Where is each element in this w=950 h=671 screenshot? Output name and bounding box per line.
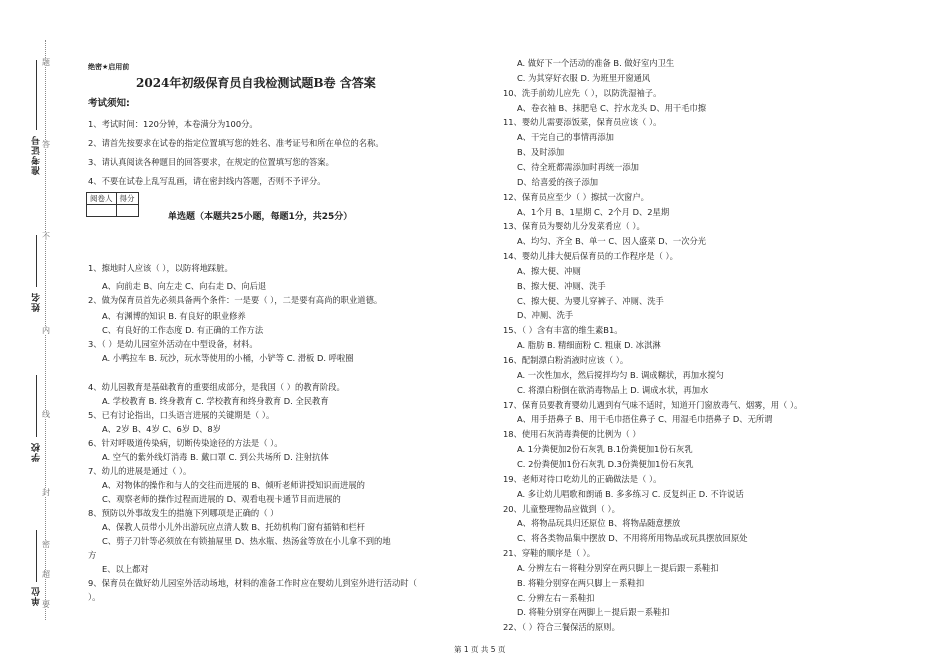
question-line: B、擦大便、冲厕、洗手 — [517, 281, 606, 291]
question-line: A、对物体的操作和与人的交往而进展的 B、倾听老师讲授知识而进展的 — [102, 480, 365, 490]
question-line: A、将物品玩具归还原位 B、将物品随意摆放 — [517, 518, 681, 528]
question-line: 6、针对呼吸道传染病，切断传染途径的方法是（ ）。 — [88, 438, 283, 448]
question-line: B. 将鞋分别穿在两只脚上－系鞋扣 — [517, 578, 645, 588]
question-line: C. 为其穿好衣服 D. 为班里开窗通风 — [517, 73, 651, 83]
question-line: A、有渊博的知识 B. 有良好的职业修养 — [102, 311, 246, 321]
question-line: 22、（ ）符合三餐保活的原则。 — [503, 622, 620, 632]
question-line: 8、预防以外事故发生的措施下列哪项是正确的（ ） — [88, 508, 279, 518]
label-school: 学校 — [32, 442, 42, 462]
question-line: A、1个月 B、1星期 C、2个月 D、2星期 — [517, 207, 670, 217]
label-name: 姓名 — [32, 292, 42, 312]
question-line: 方 — [88, 550, 97, 560]
question-line: 5、已有讨论指出，口头语言进展的关键期是（ ）。 — [88, 410, 275, 420]
question-line: A. 做好下一个活动的准备 B. 做好室内卫生 — [517, 58, 675, 68]
question-line: 2、做为保育员首先必须具备两个条件：一是要（ ），二是要有高尚的职业道德。 — [88, 295, 383, 305]
question-line: 17、保育员要教育婴幼儿遇到有气味不适时，知道开门窗放毒气、烟雾，用（ ）。 — [503, 400, 803, 410]
question-line: 18、使用石灰消毒粪便的比例为（ ） — [503, 429, 641, 439]
question-line: 12、保育员应至少（ ）擦拭一次窗户。 — [503, 192, 649, 202]
question-line: A. 一次性加水，然后搅拌均匀 B. 调成糊状，再加水搅匀 — [517, 370, 724, 380]
question-line: 10、洗手前幼儿应先（ ），以防洗湿袖子。 — [503, 88, 662, 98]
label-unit: 单位 — [32, 586, 42, 606]
score-header: 得分 — [116, 193, 138, 205]
notice-item: 4、不要在试卷上乱写乱画，请在密封线内答题，否则不予评分。 — [88, 176, 326, 186]
notice-item: 2、请首先按要求在试卷的指定位置填写您的姓名、准考证号和所在单位的名称。 — [88, 138, 384, 148]
question-line: A、向前走 B、向左走 C、向右走 D、向后退 — [102, 281, 267, 291]
question-line: 3、（ ）是幼儿园室外活动在中型设备，材料。 — [88, 339, 258, 349]
question-line: C、擦大便、为婴儿穿裤子、冲厕、洗手 — [517, 296, 664, 306]
seal-char: 内 — [42, 326, 50, 335]
question-line: D. 将鞋分别穿在两脚上－提后跟－系鞋扣 — [517, 607, 670, 617]
notice-item: 1、考试时间：120分钟，本卷满分为100分。 — [88, 119, 258, 129]
seal-char: 不 — [42, 232, 50, 241]
name-line — [36, 235, 37, 287]
question-line: 4、幼儿园教育是基础教育的重要组成部分，是我国（ ）的教育阶段。 — [88, 382, 345, 392]
score-cell — [116, 205, 138, 217]
question-line: 9、保育员在做好幼儿园室外活动场地，材料的准备工作时应在婴幼儿到室外进行活动时（ — [88, 578, 417, 588]
question-line: C. 将漂白粉倒在欲消毒物品上 D. 调成水状，再加水 — [517, 385, 709, 395]
question-line: A、卷衣袖 B、抹肥皂 C、拧水龙头 D、用干毛巾擦 — [517, 103, 707, 113]
question-line: A、擦大便、冲厕 — [517, 266, 581, 276]
question-line: 15、（ ）含有丰富的维生素B1。 — [503, 325, 623, 335]
question-line: A. 分辨左右－将鞋分别穿在两只脚上－提后跟－系鞋扣 — [517, 563, 719, 573]
question-line: 19、老师对待口吃幼儿的正确做法是（ ）。 — [503, 474, 662, 484]
seal-char: 答 — [42, 140, 50, 149]
question-line: E、以上都对 — [102, 564, 149, 574]
question-line: 7、幼儿的进展是通过（ ）。 — [88, 466, 192, 476]
seal-char: 题 — [42, 58, 50, 67]
page-footer: 第 1 页 共 5 页 — [454, 645, 506, 654]
question-line: 13、保育员为婴幼儿分发菜肴应（ ）。 — [503, 221, 645, 231]
question-line: A. 空气的紫外线灯消毒 B. 戴口罩 C. 到公共场所 D. 注射抗体 — [102, 452, 329, 462]
seal-char: 密 — [42, 540, 50, 549]
question-line: 16、配制漂白粉消液时应该（ ）。 — [503, 355, 629, 365]
question-line: C、待全班都需添加时再统一添加 — [517, 162, 639, 172]
confidential-mark: 绝密★启用前 — [88, 63, 130, 71]
reviewer-header: 阅卷人 — [87, 193, 117, 205]
question-line: A、2岁 B、4岁 C、6岁 D、8岁 — [102, 424, 221, 434]
question-line: D、冲厕、洗手 — [517, 310, 574, 320]
question-line: 11、婴幼儿需要添饭菜，保育员应该（ ）。 — [503, 117, 662, 127]
question-line: A. 小鸭拉车 B. 玩沙，玩水等使用的小桶，小铲等 C. 滑板 D. 呼啦圈 — [102, 353, 354, 363]
school-line — [36, 375, 37, 437]
question-line: C、剪子刀针等必须放在有锁抽屉里 D、热水瓶、热汤盆等放在小儿拿不到的地 — [102, 536, 391, 546]
question-line: D、给喜爱的孩子添加 — [517, 177, 599, 187]
question-line: A、干完自己的事情再添加 — [517, 132, 614, 142]
seal-char: 超 — [42, 570, 50, 579]
question-line: ）。 — [88, 592, 101, 602]
seal-char: 线 — [42, 410, 50, 419]
question-line: C. 2份粪便加1份石灰乳 D.3份粪便加1份石灰乳 — [517, 459, 694, 469]
question-line: C、有良好的工作态度 D. 有正确的工作方法 — [102, 325, 264, 335]
question-line: C. 分辨左右－系鞋扣 — [517, 593, 595, 603]
question-line: A. 学校教育 B. 终身教育 C. 学校教育和终身教育 D. 全民教育 — [102, 396, 329, 406]
seal-char: 封 — [42, 488, 50, 497]
notice-item: 3、请认真阅读各种题目的回答要求，在规定的位置填写您的答案。 — [88, 157, 334, 167]
question-line: B、及时添加 — [517, 147, 565, 157]
question-line: C、将各类物品集中摆放 D、不用将所用物品或玩具摆放回原处 — [517, 533, 748, 543]
exam-title: 2024年初级保育员自我检测试题B卷 含答案 — [136, 76, 376, 90]
question-line: 20、儿童整理物品应做到（ ）。 — [503, 504, 620, 514]
unit-line — [36, 530, 37, 582]
question-line: 14、婴幼儿排大便后保育员的工作程序是（ ）。 — [503, 251, 678, 261]
score-table — [86, 192, 139, 217]
question-line: A、保教人员带小儿外出游玩应点清人数 B、托幼机构门窗有插销和栏杆 — [102, 522, 365, 532]
question-line: A. 1分粪便加2份石灰乳 B.1份粪便加1份石灰乳 — [517, 444, 693, 454]
question-line: 21、穿鞋的顺序是（ ）。 — [503, 548, 596, 558]
reviewer-cell — [87, 205, 117, 217]
question-line: A. 多让幼儿唱歌和朗诵 B. 多多练习 C. 反复纠正 D. 不许说话 — [517, 489, 744, 499]
question-line: A、用手捂鼻子 B、用干毛巾捂住鼻子 C、用湿毛巾捂鼻子 D、无所谓 — [517, 414, 773, 424]
binding-strip — [0, 0, 58, 671]
question-line: 1、擦地时人应该（ ），以防将地踩脏。 — [88, 263, 233, 273]
question-line: A、均匀、齐全 B、单一 C、因人盛菜 D、一次分光 — [517, 236, 707, 246]
label-exam-number: 准考证号 — [32, 135, 42, 175]
question-line: C、观察老师的操作过程而进展的 D、观看电视卡通节目而进展的 — [102, 494, 341, 504]
seal-char: 要 — [42, 600, 50, 609]
question-line: A. 脂肪 B. 精细面粉 C. 粗康 D. 冰淇淋 — [517, 340, 661, 350]
notice-heading: 考试须知: — [88, 98, 130, 109]
section-title: 单选题（本题共25小题，每题1分，共25分） — [168, 212, 353, 222]
exam-number-line — [36, 60, 37, 130]
